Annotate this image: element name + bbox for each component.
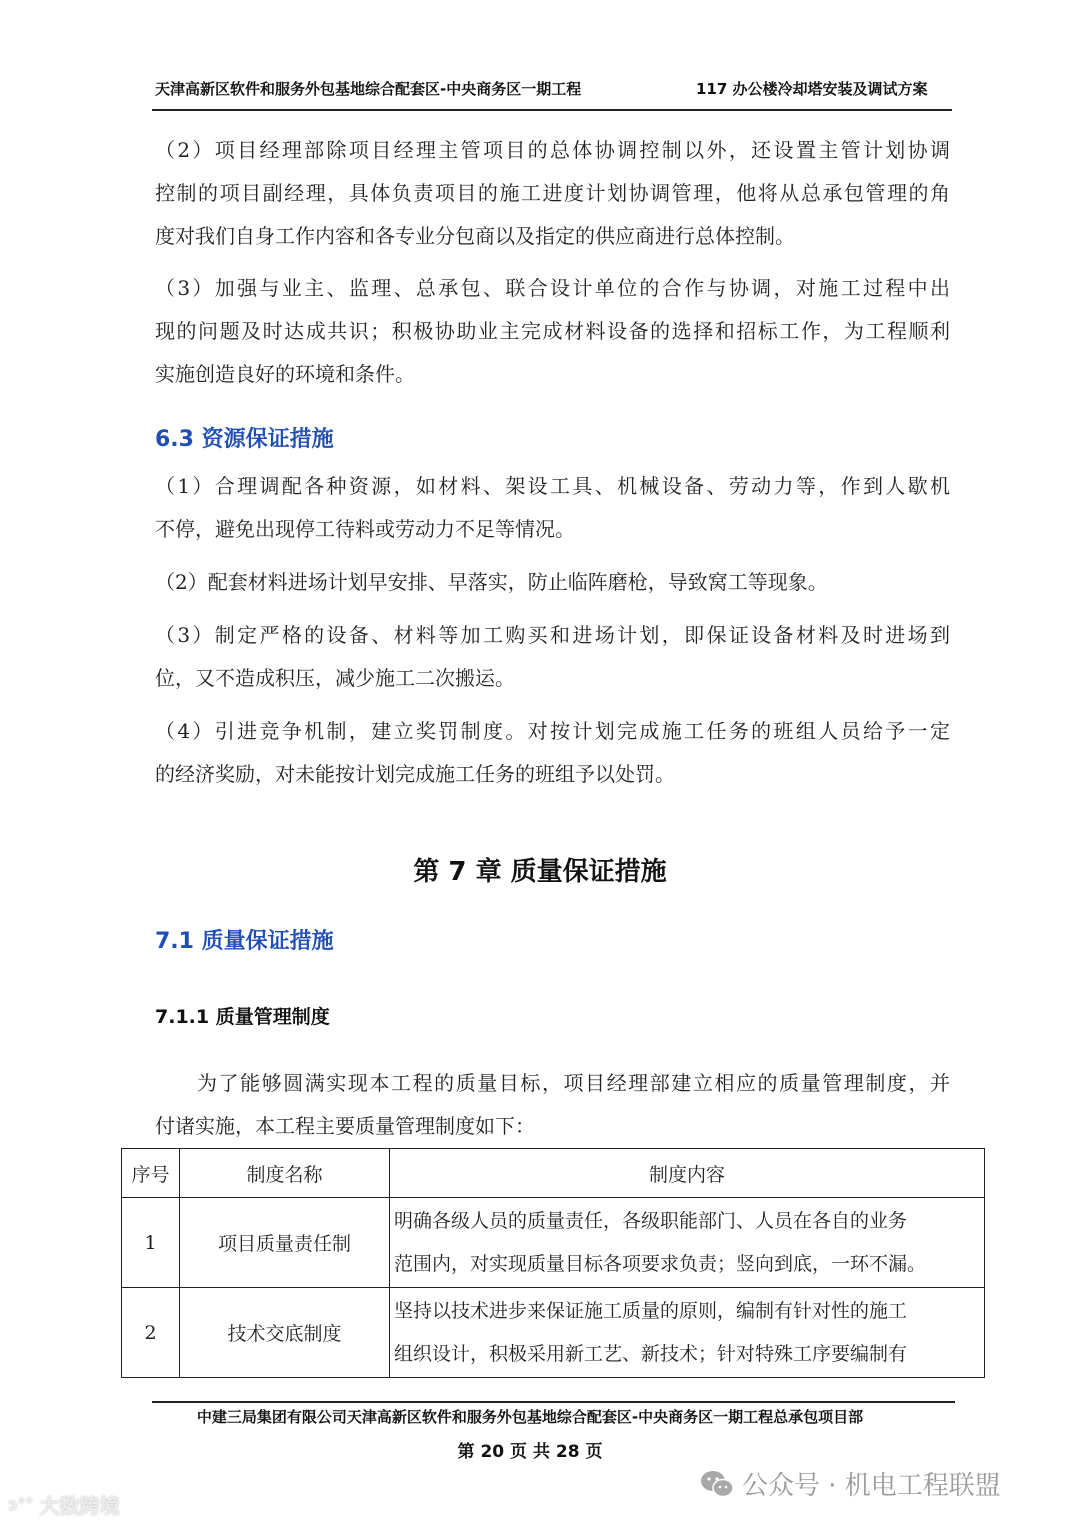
text-line: 付诸实施，本工程主要质量管理制度如下：: [155, 1114, 535, 1138]
section-heading-7-1: 7.1 质量保证措施: [155, 929, 334, 954]
text-line: 的经济奖励，对未能按计划完成施工任务的班组予以处罚。: [155, 762, 675, 786]
text-line: （3）制定严格的设备、材料等加工购买和进场计划，即保证设备材料及时进场到: [155, 623, 950, 647]
text-line: 范围内，对实现质量目标各项要求负责；竖向到底，一环不漏。: [394, 1252, 927, 1275]
table-header-row: [122, 1149, 985, 1198]
cell-no: 2: [122, 1288, 180, 1378]
cell-name: 技术交底制度: [180, 1288, 390, 1378]
corner-watermark: [8, 1490, 119, 1519]
wechat-watermark: [700, 1465, 1001, 1502]
paragraph: [155, 267, 950, 396]
text-line: 明确各级人员的质量责任，各级职能部门、人员在各自的业务: [394, 1209, 908, 1232]
text-line: （4）引进竞争机制，建立奖罚制度。对按计划完成施工任务的班组人员给予一定: [155, 719, 950, 743]
cell-name: 项目质量责任制: [180, 1198, 390, 1288]
quality-system-table: [121, 1148, 985, 1378]
cell-no: 1: [122, 1198, 180, 1288]
header-rule: [152, 109, 952, 111]
text-line: （3）加强与业主、监理、总承包、联合设计单位的合作与协调，对施工过程中出: [155, 276, 950, 300]
logo-icon: ↄ°°: [8, 1495, 34, 1514]
header-cell: 序号: [122, 1149, 180, 1198]
corner-watermark-text: 大数跨境: [39, 1494, 120, 1518]
paragraph: [155, 129, 950, 258]
text-line: （2）项目经理部除项目经理主管项目的总体协调控制以外，还设置主管计划协调: [155, 138, 950, 162]
text-line: （2）配套材料进场计划早安排、早落实，防止临阵磨枪，导致窝工等现象。: [155, 570, 828, 594]
text-line: 不停，避免出现停工待料或劳动力不足等情况。: [155, 517, 575, 541]
table-row: [122, 1288, 985, 1378]
watermark-text: 公众号 · 机电工程联盟: [742, 1471, 1001, 1501]
paragraph: [155, 1062, 950, 1148]
text-line: 现的问题及时达成共识；积极协助业主完成材料设备的选择和招标工作，为工程顺利: [155, 319, 950, 343]
text-line: 实施创造良好的环境和条件。: [155, 362, 415, 386]
paragraph: [155, 614, 950, 700]
section-heading-6-3: 6.3 资源保证措施: [155, 427, 334, 452]
text-line: 度对我们自身工作内容和各专业分包商以及指定的供应商进行总体控制。: [155, 224, 795, 248]
text-line: 为了能够圆满实现本工程的质量目标，项目经理部建立相应的质量管理制度，并: [197, 1071, 950, 1095]
paragraph: [155, 465, 950, 551]
header-doc-title: 117 办公楼冷却塔安装及调试方案: [696, 80, 928, 98]
subsection-heading-7-1-1: 7.1.1 质量管理制度: [155, 1006, 330, 1028]
text-line: 控制的项目副经理，具体负责项目的施工进度计划协调管理，他将从总承包管理的角: [155, 181, 950, 205]
header-cell: 制度名称: [180, 1149, 390, 1198]
footer-rule: [152, 1401, 955, 1403]
text-line: 组织设计，积极采用新工艺、新技术；针对特殊工序要编制有: [394, 1342, 908, 1365]
wechat-icon: [700, 1469, 734, 1499]
chapter-heading: 第 7 章 质量保证措施: [413, 857, 667, 887]
cell-content: [390, 1288, 985, 1378]
cell-content: [390, 1198, 985, 1288]
text-line: 位，又不造成积压，减少施工二次搬运。: [155, 666, 515, 690]
header-cell: 制度内容: [390, 1149, 985, 1198]
page-number: 第 20 页 共 28 页: [457, 1442, 603, 1462]
header-project-title: 天津高新区软件和服务外包基地综合配套区-中央商务区一期工程: [155, 80, 582, 98]
table-row: [122, 1198, 985, 1288]
footer-company: 中建三局集团有限公司天津高新区软件和服务外包基地综合配套区-中央商务区一期工程总承包项目部: [196, 1408, 864, 1426]
paragraph: [155, 561, 950, 604]
text-line: （1）合理调配各种资源，如材料、架设工具、机械设备、劳动力等，作到人歇机: [155, 474, 950, 498]
text-line: 坚持以技术进步来保证施工质量的原则，编制有针对性的施工: [394, 1299, 908, 1322]
paragraph: [155, 710, 950, 796]
